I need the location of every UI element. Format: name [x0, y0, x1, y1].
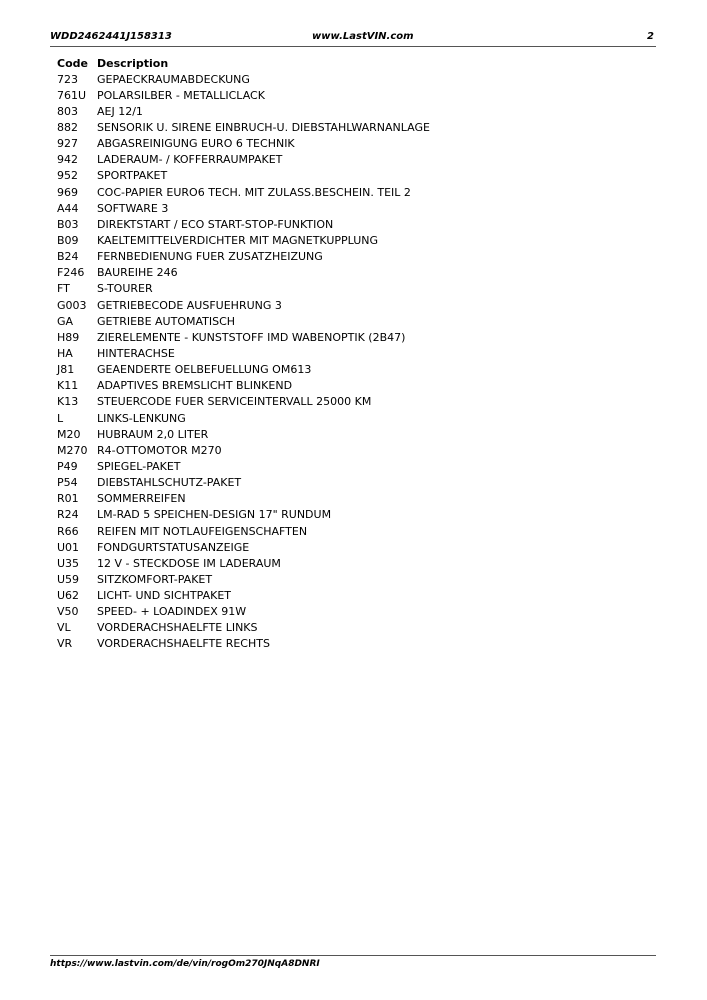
table-row [57, 119, 617, 135]
table-row [57, 152, 617, 168]
option-code: U59 [57, 572, 80, 586]
page-header [50, 28, 656, 47]
option-code: R66 [57, 524, 79, 538]
option-description: SOMMERREIFEN [97, 492, 186, 506]
option-code: 942 [57, 153, 78, 167]
option-description: AEJ 12/1 [97, 104, 143, 118]
table-row [57, 458, 617, 474]
option-description: GETRIEBE AUTOMATISCH [97, 314, 236, 328]
option-code: U62 [57, 589, 80, 603]
table-row [57, 329, 617, 345]
table-row [57, 313, 617, 329]
option-description: SPORTPAKET [97, 169, 168, 183]
option-code: B03 [57, 217, 79, 231]
option-code: P49 [57, 459, 78, 473]
option-code: VR [57, 637, 73, 651]
table-row [57, 588, 617, 604]
option-code: 803 [57, 104, 78, 118]
option-description: ZIERELEMENTE - KUNSTSTOFF IMD WABENOPTIK (2B47) [97, 330, 406, 344]
table-row [57, 555, 617, 571]
table-row [57, 475, 617, 491]
option-code: P54 [57, 476, 78, 490]
table-row [57, 636, 617, 652]
table-row [57, 442, 617, 458]
option-description: R4-OTTOMOTOR M270 [97, 443, 222, 457]
table-row [57, 620, 617, 636]
option-description: COC-PAPIER EURO6 TECH. MIT ZULASS.BESCHEIN. TEIL 2 [97, 185, 411, 199]
option-description: STEUERCODE FUER SERVICEINTERVALL 25000 KM [97, 395, 372, 409]
option-description: 12 V - STECKDOSE IM LADERAUM [97, 556, 281, 570]
option-code: A44 [57, 201, 79, 215]
option-description: LINKS-LENKUNG [97, 411, 186, 425]
table-row [57, 410, 617, 426]
option-code: L [57, 411, 64, 425]
option-description: SPIEGEL-PAKET [97, 459, 181, 473]
option-code: M270 [57, 443, 88, 457]
table-row [57, 491, 617, 507]
header-vin: WDD2462441J158313 [50, 31, 172, 42]
table-row [57, 136, 617, 152]
header-page-number: 2 [647, 31, 654, 42]
option-description: SOFTWARE 3 [97, 201, 169, 215]
option-description: SPEED- + LOADINDEX 91W [97, 605, 247, 619]
table-row [57, 232, 617, 248]
table-row [57, 362, 617, 378]
table-row [57, 571, 617, 587]
option-description: HUBRAUM 2,0 LITER [97, 427, 209, 441]
table-row [57, 103, 617, 119]
option-description: VORDERACHSHAELFTE LINKS [97, 621, 258, 635]
option-description: FERNBEDIENUNG FUER ZUSATZHEIZUNG [97, 250, 323, 264]
option-description: ABGASREINIGUNG EURO 6 TECHNIK [97, 137, 295, 151]
option-code: F246 [57, 266, 85, 280]
option-code: U35 [57, 556, 80, 570]
option-code: B09 [57, 233, 79, 247]
option-code: K13 [57, 395, 79, 409]
table-body [57, 71, 617, 652]
table-row [57, 71, 617, 87]
option-description: BAUREIHE 246 [97, 266, 178, 280]
table-row [57, 249, 617, 265]
table-header [57, 55, 617, 71]
table-row [57, 297, 617, 313]
option-description: HINTERACHSE [97, 346, 175, 360]
option-code: FT [57, 282, 70, 296]
option-code: U01 [57, 540, 80, 554]
option-description: ADAPTIVES BREMSLICHT BLINKEND [97, 379, 293, 393]
option-description: S-TOURER [97, 282, 153, 296]
table-row [57, 200, 617, 216]
table-row [57, 539, 617, 555]
table-row [57, 507, 617, 523]
option-code: VL [57, 621, 71, 635]
options-table [57, 55, 617, 652]
option-code: J81 [57, 363, 75, 377]
option-description: SENSORIK U. SIRENE EINBRUCH-U. DIEBSTAHLWARNANLAGE [97, 120, 430, 134]
option-description: GEAENDERTE OELBEFUELLUNG OM613 [97, 363, 312, 377]
table-row [57, 168, 617, 184]
table-row [57, 216, 617, 232]
option-description: KAELTEMITTELVERDICHTER MIT MAGNETKUPPLUNG [97, 233, 379, 247]
option-code: G003 [57, 298, 87, 312]
option-code: 927 [57, 137, 78, 151]
option-code: 969 [57, 185, 78, 199]
column-header-code: Code [57, 56, 88, 70]
table-row [57, 378, 617, 394]
table-row [57, 281, 617, 297]
option-description: LICHT- UND SICHTPAKET [97, 589, 231, 603]
option-code: GA [57, 314, 74, 328]
option-code: 723 [57, 72, 78, 86]
option-code: 952 [57, 169, 78, 183]
option-description: SITZKOMFORT-PAKET [97, 572, 213, 586]
option-description: VORDERACHSHAELFTE RECHTS [97, 637, 270, 651]
table-row [57, 265, 617, 281]
option-code: M20 [57, 427, 81, 441]
option-description: POLARSILBER - METALLICLACK [97, 88, 265, 102]
option-code: H89 [57, 330, 80, 344]
table-row [57, 345, 617, 361]
option-code: 882 [57, 120, 78, 134]
footer-url: https://www.lastvin.com/de/vin/rogOm270JNqA8DNRI [50, 959, 320, 969]
option-code: K11 [57, 379, 79, 393]
table-row [57, 523, 617, 539]
option-description: FONDGURTSTATUSANZEIGE [97, 540, 250, 554]
option-description: GETRIEBECODE AUSFUEHRUNG 3 [97, 298, 282, 312]
option-description: LADERAUM- / KOFFERRAUMPAKET [97, 153, 283, 167]
table-row [57, 426, 617, 442]
option-description: GEPAECKRAUMABDECKUNG [97, 72, 250, 86]
option-description: REIFEN MIT NOTLAUFEIGENSCHAFTEN [97, 524, 308, 538]
option-description: DIREKTSTART / ECO START-STOP-FUNKTION [97, 217, 334, 231]
option-code: V50 [57, 605, 79, 619]
option-code: R01 [57, 492, 79, 506]
option-description: LM-RAD 5 SPEICHEN-DESIGN 17" RUNDUM [97, 508, 332, 522]
option-code: HA [57, 346, 73, 360]
table-row [57, 87, 617, 103]
option-code: 761U [57, 88, 87, 102]
table-row [57, 604, 617, 620]
column-header-description: Description [97, 56, 169, 70]
page-footer [50, 955, 656, 969]
option-code: B24 [57, 250, 79, 264]
table-row [57, 394, 617, 410]
option-code: R24 [57, 508, 79, 522]
table-row [57, 184, 617, 200]
header-site: www.LastVIN.com [312, 31, 414, 42]
option-description: DIEBSTAHLSCHUTZ-PAKET [97, 476, 242, 490]
